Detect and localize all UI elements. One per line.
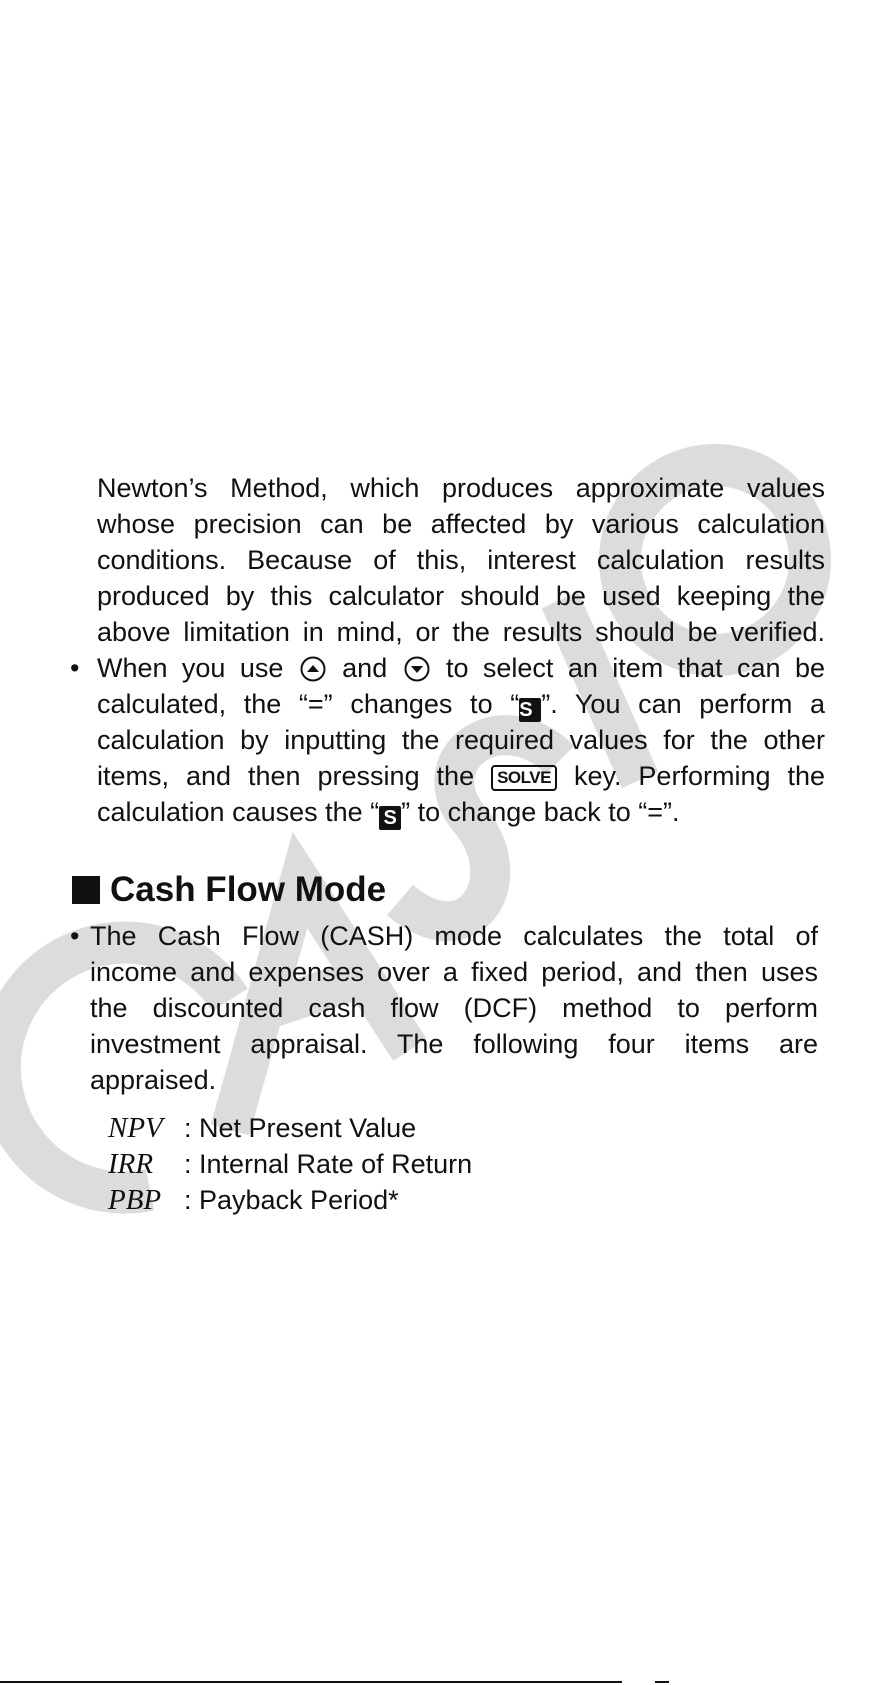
bullet1-line-5 [97, 794, 680, 830]
text-segment: and [342, 653, 388, 683]
bullet1-line-3: calculation by inputting the required values for the other [97, 725, 825, 755]
definition-pbp [108, 1182, 399, 1218]
bullet1-line-2 [97, 686, 825, 722]
definition-term: NPV [108, 1112, 163, 1144]
intro-line-3: conditions. Because of this, interest calculation results [97, 545, 825, 575]
definition-npv [108, 1110, 416, 1146]
text-segment: key. Performing the [573, 761, 825, 791]
heading-text: Cash Flow Mode [110, 870, 387, 909]
bullet2-line-3: the discounted cash flow (DCF) method to perform [90, 993, 818, 1023]
intro-line-4: produced by this calculator should be used keeping the [97, 581, 825, 611]
bullet-marker: • [70, 653, 80, 683]
text-segment: When you use [97, 653, 284, 683]
solve-key-icon: SOLVE [491, 765, 557, 791]
heading-square-icon [72, 876, 100, 904]
bullet1-line-4 [97, 758, 825, 794]
text-segment: to select an item that can be [446, 653, 825, 683]
solve-indicator-icon: S [379, 806, 401, 830]
bottom-divider-tick [655, 1681, 669, 1683]
definition-term: PBP [108, 1184, 162, 1216]
text-segment: ” to change back to “=”. [401, 797, 680, 827]
bullet2-line-1: The Cash Flow (CASH) mode calculates the total of [90, 921, 818, 951]
definition-desc: : Internal Rate of Return [184, 1149, 473, 1179]
down-arrow-key-icon [404, 655, 430, 681]
intro-line-2: whose precision can be affected by various calculation [97, 509, 825, 539]
bullet2-line-4: investment appraisal. The following four items are [90, 1029, 818, 1059]
text-segment: items, and then pressing the [97, 761, 475, 791]
definition-irr [108, 1146, 472, 1182]
intro-line-5: above limitation in mind, or the results should be verified. [97, 617, 825, 647]
bullet2-line-2: income and expenses over a fixed period, and then uses [90, 957, 818, 987]
definition-term: IRR [108, 1148, 154, 1180]
bullet2-line-5: appraised. [90, 1065, 217, 1095]
section-heading [72, 868, 386, 912]
up-arrow-key-icon [300, 655, 326, 681]
intro-line-1: Newton’s Method, which produces approximate values [97, 473, 825, 503]
bullet1-line-1 [97, 650, 825, 686]
bottom-divider [0, 1681, 622, 1683]
solve-indicator-icon: S [519, 698, 541, 722]
text-segment: calculation causes the “ [97, 797, 380, 827]
text-segment: ”. You can perform a [541, 689, 825, 719]
definition-desc: : Payback Period* [184, 1185, 399, 1215]
text-segment: calculated, the “=” changes to “ [97, 689, 520, 719]
bullet-marker: • [70, 921, 80, 951]
definition-desc: : Net Present Value [184, 1113, 417, 1143]
